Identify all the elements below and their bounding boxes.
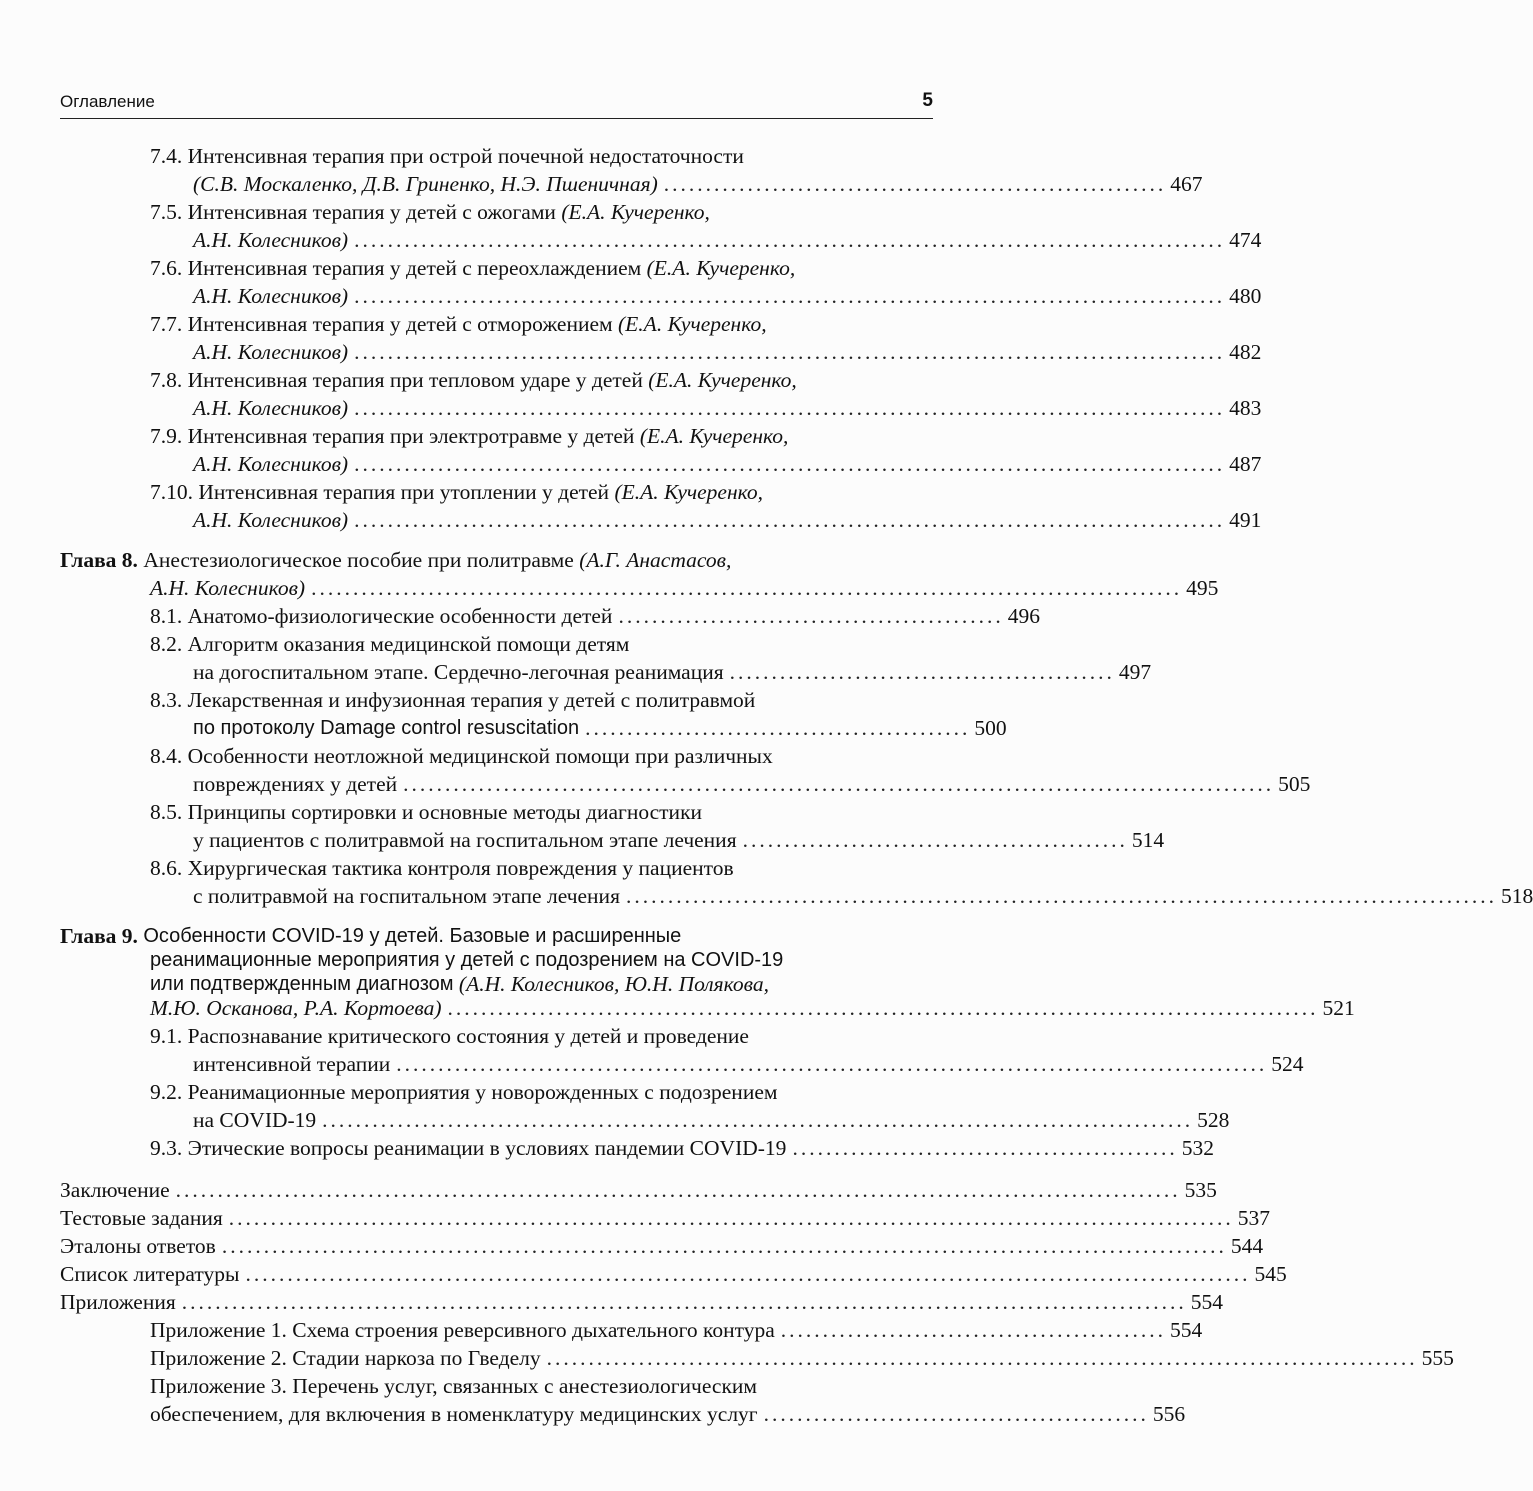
leader-dots: .............................................. bbox=[763, 1402, 1149, 1426]
toc-entry-7-9-cont bbox=[193, 450, 1262, 478]
toc-entry-page: 532 bbox=[1181, 1136, 1214, 1160]
toc-entry-9-1-cont bbox=[193, 1050, 1304, 1078]
toc-entry-num: 8.6. bbox=[150, 856, 183, 880]
toc-entry-page: 500 bbox=[974, 716, 1007, 740]
toc-entry-title: Анатомо-физиологические особенности детей bbox=[187, 604, 613, 628]
leader-dots: ........................................................................................................ bbox=[403, 772, 1275, 796]
toc-entry-8-3 bbox=[150, 686, 755, 714]
toc-entry-title: Список литературы bbox=[60, 1262, 240, 1286]
chapter-title: Особенности COVID-19 у детей. Базовые и расширенные bbox=[143, 925, 682, 947]
toc-tests bbox=[60, 1204, 1270, 1232]
toc-entry-7-6-cont bbox=[193, 282, 1262, 310]
toc-entry-page: 482 bbox=[1229, 340, 1262, 364]
toc-entry-7-9 bbox=[150, 422, 788, 450]
toc-entry-num: 7.7. bbox=[150, 312, 183, 336]
leader-dots: ........................................................................................................ bbox=[354, 228, 1226, 252]
toc-entry-num: 8.3. bbox=[150, 688, 183, 712]
toc-entry-title: обеспечением, для включения в номенклатуру медицинских услуг bbox=[150, 1402, 758, 1426]
toc-entry-title: Интенсивная терапия при острой почечной недостаточности bbox=[187, 144, 744, 168]
toc-entry-page: 518 bbox=[1500, 884, 1533, 908]
leader-dots: .............................................. bbox=[792, 1136, 1178, 1160]
toc-entry-page: 491 bbox=[1229, 508, 1262, 532]
toc-entry-page: 545 bbox=[1254, 1262, 1287, 1286]
toc-entry-8-6-cont bbox=[193, 882, 1533, 910]
toc-entry-9-3 bbox=[150, 1134, 1214, 1162]
toc-entry-page: 496 bbox=[1007, 604, 1040, 628]
toc-entry-page: 497 bbox=[1118, 660, 1152, 684]
toc-appendix-1 bbox=[150, 1316, 1203, 1344]
leader-dots: .............................................. bbox=[780, 1318, 1166, 1342]
chapter-authors: (А.Г. Анастасов, bbox=[579, 548, 732, 572]
toc-entry-page: 556 bbox=[1152, 1402, 1186, 1426]
toc-chapter-8-cont bbox=[150, 574, 1219, 602]
toc-entry-num: 7.9. bbox=[150, 424, 183, 448]
toc-entry-page: 554 bbox=[1190, 1290, 1223, 1314]
chapter-title: реанимационные мероприятия у детей с подозрением на COVID-19 bbox=[150, 949, 784, 971]
toc-entry-num: 8.5. bbox=[150, 800, 183, 824]
toc-entry-title: Интенсивная терапия при утоплении у детей bbox=[198, 480, 610, 504]
toc-entry-8-5-cont bbox=[193, 826, 1165, 854]
toc-answers bbox=[60, 1232, 1264, 1260]
toc-entry-8-1 bbox=[150, 602, 1040, 630]
leader-dots: ............................................................ bbox=[663, 172, 1167, 196]
leader-dots: ........................................................................................................ bbox=[396, 1052, 1268, 1076]
toc-entry-7-4-cont bbox=[193, 170, 1203, 198]
toc-entry-9-2-cont bbox=[193, 1106, 1230, 1134]
toc-entry-authors: (Е.А. Кучеренко, bbox=[618, 312, 767, 336]
toc-entry-page: 535 bbox=[1184, 1178, 1217, 1202]
toc-entry-7-10-cont bbox=[193, 506, 1262, 534]
chapter-authors: (А.Н. Колесников, Ю.Н. Полякова, bbox=[458, 972, 769, 996]
toc-entry-title: Интенсивная терапия у детей с ожогами bbox=[187, 200, 556, 224]
toc-entry-8-4 bbox=[150, 742, 773, 770]
toc-entry-title: у пациентов с политравмой на госпитальном этапе лечения bbox=[193, 828, 737, 852]
toc-entry-title: Этические вопросы реанимации в условиях пандемии COVID-19 bbox=[187, 1136, 787, 1160]
toc-entry-page: 544 bbox=[1230, 1234, 1264, 1258]
toc-entry-num: 9.1. bbox=[150, 1024, 183, 1048]
toc-entry-title: с политравмой на госпитальном этапе лечения bbox=[193, 884, 620, 908]
toc-entry-num: 7.6. bbox=[150, 256, 183, 280]
toc-entry-7-6 bbox=[150, 254, 795, 282]
chapter-title: Анестезиологическое пособие при политравме bbox=[143, 548, 574, 572]
toc-entry-title: Приложение 1. Схема строения реверсивного дыхательного контура bbox=[150, 1318, 775, 1342]
page-number: 5 bbox=[922, 90, 933, 111]
toc-entry-authors: А.Н. Колесников) bbox=[193, 508, 349, 532]
chapter-label: Глава 9. bbox=[60, 924, 138, 948]
toc-entry-page: 480 bbox=[1229, 284, 1262, 308]
leader-dots: ........................................................................................................ bbox=[322, 1108, 1194, 1132]
toc-entry-authors: А.Н. Колесников) bbox=[193, 228, 349, 252]
leader-dots: ........................................................................................................ bbox=[546, 1346, 1418, 1370]
toc-entry-7-10 bbox=[150, 478, 763, 506]
leader-dots: ........................................................................................................ bbox=[625, 884, 1497, 908]
toc-entry-title: Хирургическая тактика контроля повреждения у пациентов bbox=[187, 856, 734, 880]
toc-entry-num: 9.3. bbox=[150, 1136, 183, 1160]
toc-appendix-2 bbox=[150, 1344, 1454, 1372]
toc-entry-8-6 bbox=[150, 854, 734, 882]
toc-entry-page: 554 bbox=[1170, 1318, 1203, 1342]
toc-entry-page: 474 bbox=[1229, 228, 1262, 252]
chapter-title: или подтвержденным диагнозом bbox=[150, 973, 454, 995]
toc-entry-authors: (Е.А. Кучеренко, bbox=[648, 368, 797, 392]
toc-conclusion bbox=[60, 1176, 1217, 1204]
toc-entry-num: 9.2. bbox=[150, 1080, 183, 1104]
chapter-page: 495 bbox=[1186, 576, 1219, 600]
toc-entry-title: Особенности неотложной медицинской помощи при различных bbox=[187, 744, 773, 768]
toc-entry-title: на COVID-19 bbox=[193, 1108, 317, 1132]
toc-entry-title: Интенсивная терапия при электротравме у детей bbox=[187, 424, 635, 448]
toc-entry-title: Эталоны ответов bbox=[60, 1234, 216, 1258]
toc-entry-title: Принципы сортировки и основные методы диагностики bbox=[187, 800, 703, 824]
toc-entry-title: по протоколу Damage control resuscitation bbox=[193, 717, 580, 739]
toc-entry-title: Заключение bbox=[60, 1178, 170, 1202]
toc-entry-title: Интенсивная терапия у детей с отморожением bbox=[187, 312, 613, 336]
leader-dots: ........................................................................................................................ bbox=[181, 1290, 1187, 1314]
chapter-authors: А.Н. Колесников) bbox=[150, 576, 306, 600]
leader-dots: ........................................................................................................ bbox=[447, 996, 1319, 1020]
leader-dots: ........................................................................................................ bbox=[354, 284, 1226, 308]
toc-entry-title: Приложения bbox=[60, 1290, 176, 1314]
leader-dots: .............................................. bbox=[742, 828, 1128, 852]
leader-dots: ........................................................................................................ bbox=[354, 508, 1226, 532]
toc-entry-page: 555 bbox=[1421, 1346, 1454, 1370]
chapter-page: 521 bbox=[1322, 996, 1355, 1020]
toc-entry-8-2-cont bbox=[193, 658, 1152, 686]
leader-dots: ........................................................................................................ bbox=[354, 340, 1226, 364]
toc-appendix-3 bbox=[150, 1372, 757, 1400]
toc-entry-title: на догоспитальном этапе. Сердечно-легочная реанимация bbox=[193, 660, 724, 684]
toc-entry-page: 528 bbox=[1197, 1108, 1230, 1132]
leader-dots: .............................................. bbox=[585, 716, 971, 740]
leader-dots: ........................................................................................................................ bbox=[175, 1178, 1181, 1202]
toc-entry-title: Реанимационные мероприятия у новорожденных с подозрением bbox=[187, 1080, 778, 1104]
toc-entry-7-5 bbox=[150, 198, 710, 226]
toc-entry-7-8-cont bbox=[193, 394, 1262, 422]
toc-entry-authors: (Е.А. Кучеренко, bbox=[639, 424, 789, 448]
leader-dots: .............................................. bbox=[729, 660, 1115, 684]
toc-entry-authors: А.Н. Колесников) bbox=[193, 340, 349, 364]
toc-entry-authors: А.Н. Колесников) bbox=[193, 396, 349, 420]
toc-entry-7-5-cont bbox=[193, 226, 1262, 254]
toc-entry-title: Приложение 3. Перечень услуг, связанных с анестезиологическим bbox=[150, 1374, 758, 1398]
toc-entry-page: 537 bbox=[1237, 1206, 1270, 1230]
chapter-label: Глава 8. bbox=[60, 548, 138, 572]
toc-entry-page: 505 bbox=[1278, 772, 1311, 796]
toc-entry-9-2 bbox=[150, 1078, 777, 1106]
toc-entry-authors: (Е.А. Кучеренко, bbox=[646, 256, 796, 280]
toc-entry-title: Интенсивная терапия при тепловом ударе у детей bbox=[187, 368, 643, 392]
toc-chapter-8 bbox=[60, 546, 731, 574]
toc-entry-authors: (Е.А. Кучеренко, bbox=[561, 200, 710, 224]
toc-entry-title: Распознавание критического состояния у детей и проведение bbox=[187, 1024, 749, 1048]
toc-entry-num: 7.10. bbox=[150, 480, 193, 504]
toc-entry-title: Алгоритм оказания медицинской помощи детям bbox=[187, 632, 630, 656]
toc-entry-num: 8.2. bbox=[150, 632, 183, 656]
leader-dots: ........................................................................................................................ bbox=[245, 1262, 1251, 1286]
toc-entry-authors: (Е.А. Кучеренко, bbox=[614, 480, 764, 504]
toc-entry-num: 8.1. bbox=[150, 604, 183, 628]
toc-entry-authors: А.Н. Колесников) bbox=[193, 284, 349, 308]
toc-entry-9-1 bbox=[150, 1022, 749, 1050]
leader-dots: ........................................................................................................ bbox=[311, 576, 1183, 600]
toc-entry-page: 483 bbox=[1229, 396, 1262, 420]
toc-literature bbox=[60, 1260, 1287, 1288]
leader-dots: ........................................................................................................ bbox=[354, 396, 1226, 420]
leader-dots: ........................................................................................................................ bbox=[228, 1206, 1234, 1230]
toc-entry-title: Лекарственная и инфузионная терапия у детей с политравмой bbox=[187, 688, 756, 712]
toc-entry-8-4-cont bbox=[193, 770, 1311, 798]
toc-entry-authors: (С.В. Москаленко, Д.В. Гриненко, Н.Э. Пшеничная) bbox=[193, 172, 658, 196]
toc-entry-7-7 bbox=[150, 310, 767, 338]
toc-entry-7-7-cont bbox=[193, 338, 1262, 366]
toc-entry-num: 7.8. bbox=[150, 368, 183, 392]
toc-entry-authors: А.Н. Колесников) bbox=[193, 452, 349, 476]
toc-entry-num: 7.4. bbox=[150, 144, 183, 168]
toc-entry-title: Тестовые задания bbox=[60, 1206, 223, 1230]
toc-appendix-3-cont bbox=[150, 1400, 1186, 1428]
toc-entry-title: Приложение 2. Стадии наркоза по Гведелу bbox=[150, 1346, 541, 1370]
toc-entry-title: интенсивной терапии bbox=[193, 1052, 391, 1076]
running-header bbox=[60, 90, 933, 119]
toc-entry-page: 487 bbox=[1229, 452, 1262, 476]
toc-entry-page: 524 bbox=[1271, 1052, 1304, 1076]
toc-entry-7-8 bbox=[150, 366, 797, 394]
toc-entry-num: 8.4. bbox=[150, 744, 183, 768]
chapter-authors: М.Ю. Осканова, Р.А. Кортоева) bbox=[150, 996, 442, 1020]
toc-appendices bbox=[60, 1288, 1223, 1316]
toc-entry-num: 7.5. bbox=[150, 200, 183, 224]
toc-entry-8-2 bbox=[150, 630, 629, 658]
toc-entry-title: повреждениях у детей bbox=[193, 772, 398, 796]
leader-dots: .............................................. bbox=[618, 604, 1004, 628]
leader-dots: ........................................................................................................................ bbox=[221, 1234, 1227, 1258]
toc-entry-title: Интенсивная терапия у детей с переохлаждением bbox=[187, 256, 642, 280]
running-header-title: Оглавление bbox=[60, 92, 155, 111]
toc-entry-8-3-cont bbox=[193, 714, 1007, 742]
toc-entry-page: 514 bbox=[1131, 828, 1165, 852]
toc-chapter-9-line4 bbox=[150, 994, 1355, 1022]
leader-dots: ........................................................................................................ bbox=[354, 452, 1226, 476]
toc-entry-page: 467 bbox=[1170, 172, 1203, 196]
toc-entry-8-5 bbox=[150, 798, 702, 826]
toc-entry-7-4 bbox=[150, 142, 744, 170]
